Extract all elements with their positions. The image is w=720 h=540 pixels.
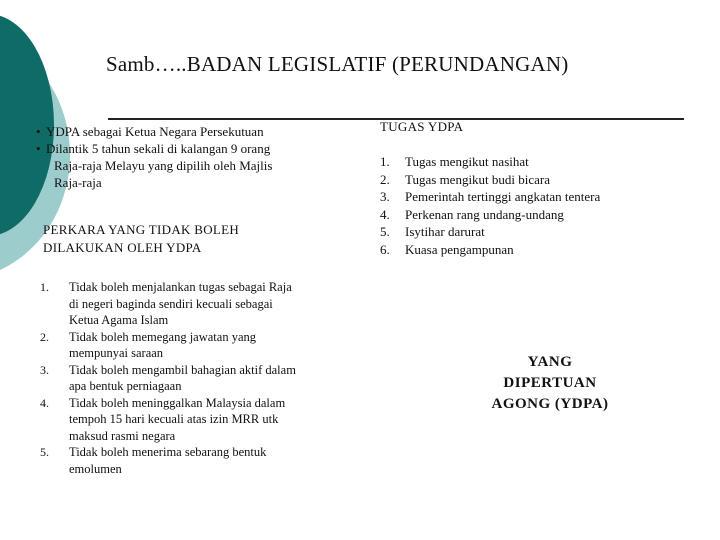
tugas-item [380, 171, 680, 189]
perkara-number: 5. [40, 445, 49, 459]
tugas-list [380, 153, 680, 258]
tugas-number: 1. [380, 154, 390, 169]
bullet-mark: • [36, 141, 41, 156]
perkara-text: Tidak boleh menerima sebarang bentuk emolumen [69, 445, 267, 476]
bullet-item [36, 140, 306, 157]
bullet-continuation [36, 174, 306, 191]
tugas-text: Tugas mengikut budi bicara [405, 171, 551, 187]
bullet-text: Raja-raja Melayu yang dipilih oleh Majlis [54, 158, 273, 173]
tugas-text: Isytihar darurat [405, 224, 485, 239]
perkara-heading-line: PERKARA YANG TIDAK BOLEH [43, 222, 240, 237]
perkara-number: 1. [40, 280, 49, 294]
tugas-text: Perkenan rang undang-undang [405, 206, 564, 222]
bullet-item [36, 123, 306, 140]
ydpa-line: YANG [527, 354, 573, 370]
perkara-list [40, 279, 302, 477]
tugas-text: Tugas mengikut nasihat [405, 154, 529, 169]
tugas-number: 5. [380, 224, 390, 239]
tugas-item [380, 223, 680, 241]
perkara-item [40, 362, 302, 395]
tugas-item [380, 188, 680, 206]
tugas-heading: TUGAS YDPA [380, 119, 464, 134]
perkara-text: Tidak boleh mengambil bahagian aktif dalam apa bentuk perniagaan [69, 362, 296, 393]
tugas-number: 6. [380, 241, 390, 257]
perkara-number: 4. [40, 395, 49, 410]
tugas-text: Pemerintah tertinggi angkatan tentera [405, 189, 601, 204]
bullet-text: Dilantik 5 tahun sekali di kalangan 9 orang [46, 141, 271, 156]
perkara-item [40, 279, 302, 329]
bullet-text: YDPA sebagai Ketua Negara Persekutuan [46, 124, 264, 139]
bullet-continuation [36, 157, 306, 174]
perkara-text: Tidak boleh meninggalkan Malaysia dalam tempoh 15 hari kecuali atas izin MRR utk maksud rasmi negara [69, 395, 286, 443]
perkara-number: 2. [40, 329, 49, 344]
tugas-number: 2. [380, 171, 390, 187]
bullet-text: Raja-raja [54, 175, 102, 190]
tugas-item [380, 206, 680, 224]
perkara-number: 3. [40, 362, 49, 377]
ydpa-line: AGONG (YDPA) [491, 396, 609, 412]
perkara-item [40, 329, 302, 362]
tugas-item [380, 241, 680, 259]
perkara-heading-line: DILAKUKAN OLEH YDPA [43, 240, 202, 255]
perkara-text: Tidak boleh menjalankan tugas sebagai Raja di negeri baginda sendiri kecuali sebagai Ketua Agama Islam [69, 280, 292, 327]
tugas-item [380, 153, 680, 171]
tugas-number: 3. [380, 189, 390, 204]
perkara-heading [43, 221, 239, 257]
bullet-mark: • [36, 124, 41, 139]
perkara-text: Tidak boleh memegang jawatan yang mempunyai saraan [69, 329, 256, 360]
slide-title: Samb…..BADAN LEGISLATIF (PERUNDANGAN) [106, 52, 569, 76]
ydpa-line: DIPERTUAN [503, 375, 597, 391]
tugas-number: 4. [380, 206, 390, 222]
intro-bullets [36, 123, 306, 191]
tugas-text: Kuasa pengampunan [405, 241, 514, 257]
perkara-item [40, 395, 302, 445]
perkara-item [40, 444, 302, 477]
ydpa-label [460, 352, 640, 415]
